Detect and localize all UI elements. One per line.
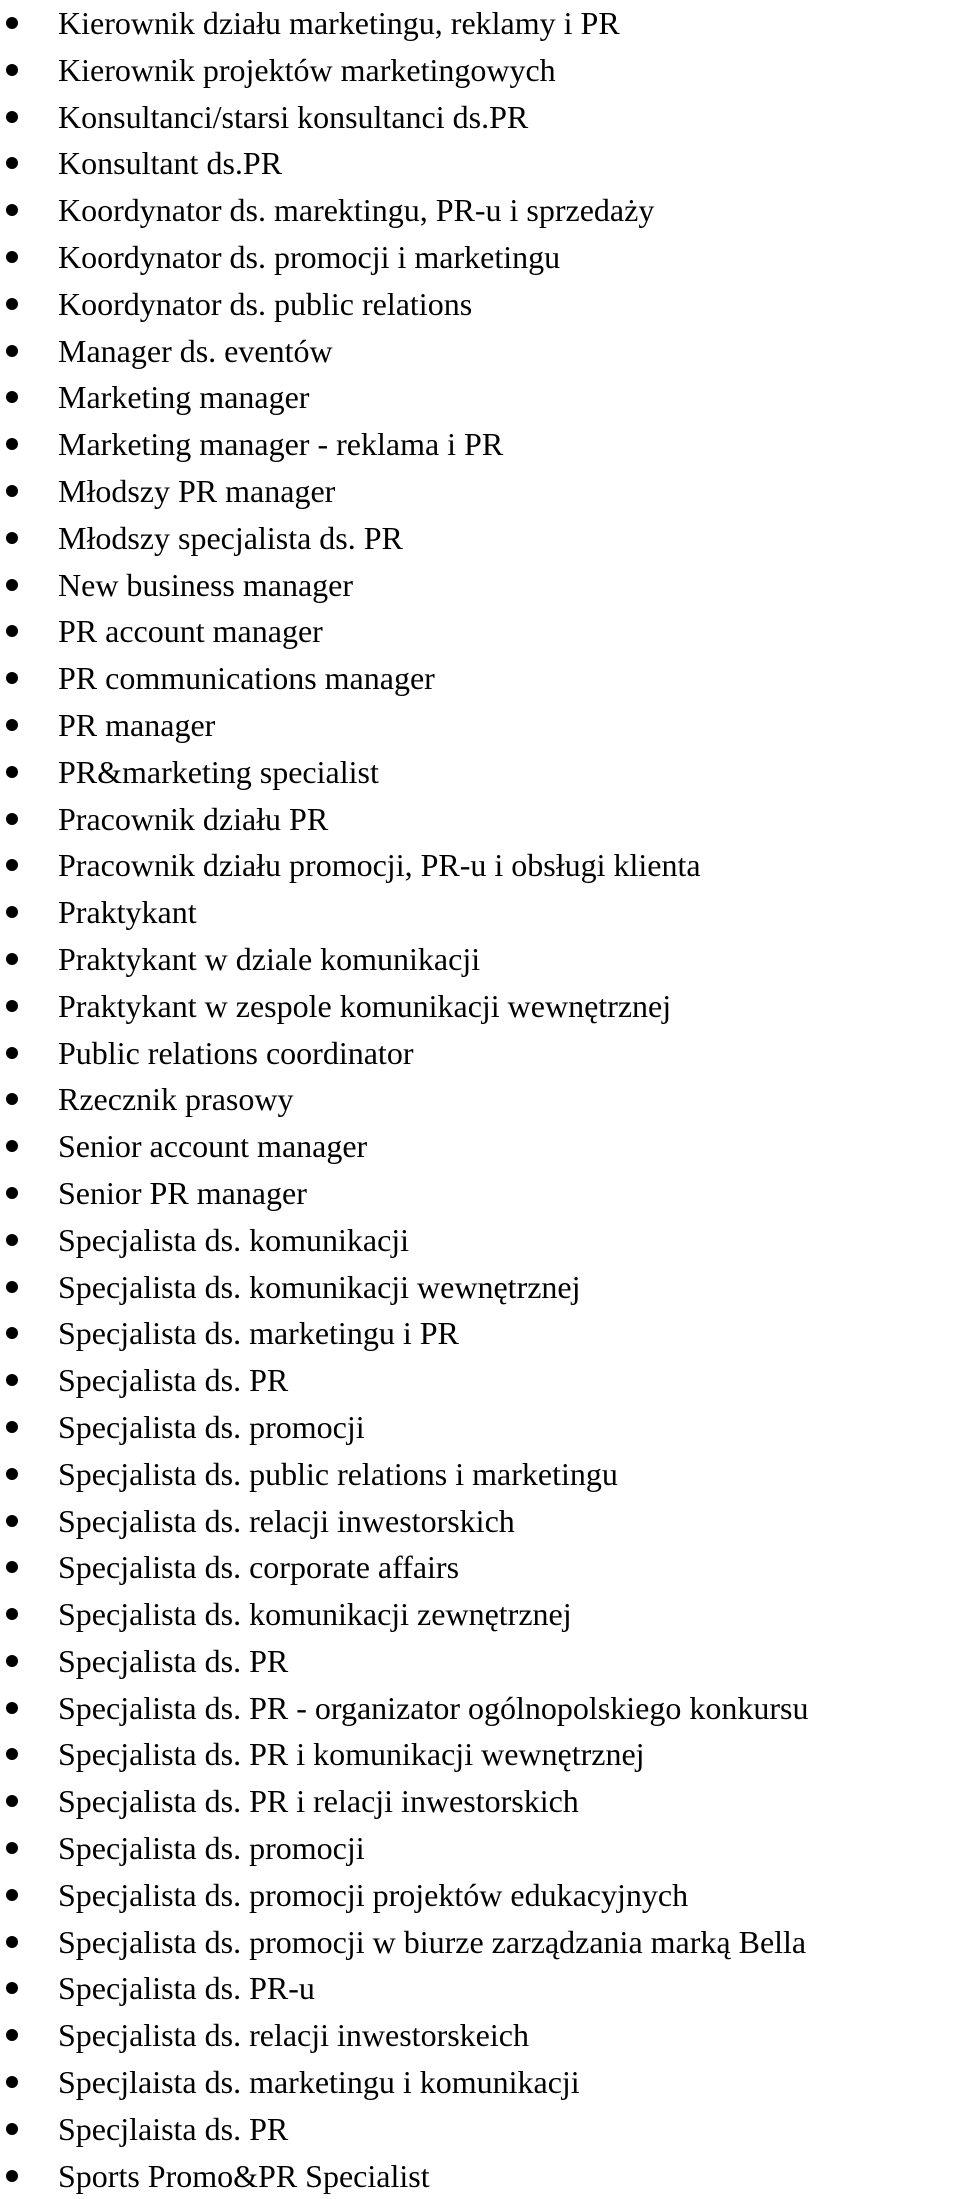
bullet-icon	[6, 1421, 18, 1433]
list-item-label: Specjalista ds. relacji inwestorskeich	[58, 2017, 529, 2054]
list-item	[0, 702, 960, 749]
list-item	[0, 234, 960, 281]
list-item-label: PR account manager	[58, 613, 323, 650]
list-item-label: Specjalista ds. promocji w biurze zarządzania marką Bella	[58, 1923, 807, 1960]
list-item-label: Praktykant w zespole komunikacji wewnętrznej	[58, 987, 672, 1024]
list-item	[0, 1357, 960, 1404]
list-item	[0, 749, 960, 796]
bullet-icon	[6, 2029, 18, 2041]
bullet-icon	[6, 766, 18, 778]
list-item	[0, 889, 960, 936]
list-item	[0, 2153, 960, 2199]
bullet-icon	[6, 111, 18, 123]
list-item-label: Specjalista ds. PR-u	[58, 1970, 315, 2007]
list-item-label: Praktykant w dziale komunikacji	[58, 940, 481, 977]
list-item-label: Specjalista ds. relacji inwestorskich	[58, 1502, 515, 1539]
list-item-label: Senior account manager	[58, 1128, 368, 1165]
list-item-label: Pracownik działu PR	[58, 800, 329, 837]
list-item	[0, 1451, 960, 1498]
list-item-label: Specjalista ds. promocji	[58, 1408, 365, 1445]
list-item	[0, 2106, 960, 2153]
list-item-label: Specjalista ds. PR i komunikacji wewnętrznej	[58, 1736, 645, 1773]
list-item	[0, 1638, 960, 1685]
bullet-icon	[6, 859, 18, 871]
list-item	[0, 1217, 960, 1264]
list-item	[0, 1544, 960, 1591]
list-item-label: Specjalista ds. promocji	[58, 1830, 365, 1867]
list-item-label: Specjalista ds. promocji projektów edukacyjnych	[58, 1876, 689, 1913]
list-item	[0, 1310, 960, 1357]
list-item-label: Specjalista ds. PR - organizator ogólnopolskiego konkursu	[58, 1689, 809, 1726]
list-item	[0, 2059, 960, 2106]
bullet-icon	[6, 1281, 18, 1293]
list-item-label: Koordynator ds. public relations	[58, 285, 473, 322]
bullet-icon	[6, 1093, 18, 1105]
list-item-label: Koordynator ds. marektingu, PR-u i sprzedaży	[58, 192, 655, 229]
list-item	[0, 1498, 960, 1545]
list-item	[0, 936, 960, 983]
list-item-label: PR&marketing specialist	[58, 753, 379, 790]
list-item-label: Pracownik działu promocji, PR-u i obsługi klienta	[58, 847, 701, 884]
bullet-icon	[6, 1842, 18, 1854]
list-item-label: Koordynator ds. promocji i marketingu	[58, 238, 561, 275]
list-item-label: New business manager	[58, 566, 354, 603]
list-item	[0, 187, 960, 234]
bullet-icon	[6, 1000, 18, 1012]
bullet-icon	[6, 1327, 18, 1339]
bullet-icon	[6, 17, 18, 29]
list-item-label: Specjalista ds. komunikacji	[58, 1221, 410, 1258]
list-item	[0, 1965, 960, 2012]
bullet-icon	[6, 1702, 18, 1714]
bullet-icon	[6, 1561, 18, 1573]
bullet-icon	[6, 345, 18, 357]
list-item-label: Specjalista ds. PR	[58, 1642, 289, 1679]
list-item	[0, 1404, 960, 1451]
bullet-icon	[6, 1374, 18, 1386]
list-item-label: Specjlaista ds. PR	[58, 2110, 289, 2147]
bullet-icon	[6, 906, 18, 918]
list-item	[0, 608, 960, 655]
bullet-icon	[6, 672, 18, 684]
list-item	[0, 2012, 960, 2059]
list-item	[0, 842, 960, 889]
bullet-icon	[6, 579, 18, 591]
list-item-label: PR manager	[58, 706, 216, 743]
bullet-icon	[6, 2170, 18, 2182]
bullet-icon	[6, 157, 18, 169]
list-item-label: Konsultanci/starsi konsultanci ds.PR	[58, 98, 529, 135]
list-item	[0, 1778, 960, 1825]
list-item-label: Specjalista ds. komunikacji wewnętrznej	[58, 1268, 581, 1305]
list-item-label: Specjlaista ds. marketingu i komunikacji	[58, 2064, 580, 2101]
list-item-label: Specjalista ds. komunikacji zewnętrznej	[58, 1596, 572, 1633]
bullet-icon	[6, 1468, 18, 1480]
bullet-icon	[6, 64, 18, 76]
list-item	[0, 374, 960, 421]
list-item	[0, 515, 960, 562]
bullet-icon	[6, 2123, 18, 2135]
bullet-icon	[6, 1608, 18, 1620]
bullet-icon	[6, 1515, 18, 1527]
list-item-label: Rzecznik prasowy	[58, 1081, 294, 1118]
bullet-icon	[6, 204, 18, 216]
bullet-icon	[6, 438, 18, 450]
list-item	[0, 655, 960, 702]
bullet-icon	[6, 532, 18, 544]
list-item-label: Specjalista ds. PR i relacji inwestorskich	[58, 1783, 579, 1820]
list-item-label: Specjalista ds. corporate affairs	[58, 1549, 460, 1586]
list-item-label: Młodszy PR manager	[58, 472, 336, 509]
list-item	[0, 281, 960, 328]
bullet-icon	[6, 298, 18, 310]
list-item	[0, 421, 960, 468]
bullet-icon	[6, 719, 18, 731]
list-item-label: Kierownik działu marketingu, reklamy i PR	[58, 5, 620, 41]
list-item-label: Specjalista ds. public relations i marketingu	[58, 1455, 618, 1492]
bullet-icon	[6, 1655, 18, 1667]
list-item	[0, 94, 960, 141]
list-item-label: Specjalista ds. marketingu i PR	[58, 1315, 459, 1352]
list-item	[0, 562, 960, 609]
list-item	[0, 1919, 960, 1966]
bullet-icon	[6, 485, 18, 497]
list-item-label: Specjalista ds. PR	[58, 1362, 289, 1399]
list-item-label: Młodszy specjalista ds. PR	[58, 519, 403, 556]
list-item-label: Manager ds. eventów	[58, 332, 333, 369]
list-item	[0, 983, 960, 1030]
list-item	[0, 468, 960, 515]
list-item	[0, 1685, 960, 1732]
list-item-label: Marketing manager - reklama i PR	[58, 426, 504, 463]
bullet-icon	[6, 1748, 18, 1760]
list-item-label: Sports Promo&PR Specialist	[58, 2157, 430, 2194]
list-item-label: Public relations coordinator	[58, 1034, 414, 1071]
bullet-icon	[6, 1234, 18, 1246]
list-item	[0, 1123, 960, 1170]
list-item	[0, 1825, 960, 1872]
bullet-icon	[6, 1936, 18, 1948]
list-item-label: Marketing manager	[58, 379, 310, 416]
bullet-icon	[6, 1795, 18, 1807]
list-item	[0, 1872, 960, 1919]
list-item	[0, 328, 960, 375]
list-item-label: Kierownik projektów marketingowych	[58, 51, 556, 88]
list-item	[0, 1076, 960, 1123]
bullet-icon	[6, 1140, 18, 1152]
bullet-icon	[6, 391, 18, 403]
list-item	[0, 1030, 960, 1077]
list-item	[0, 1731, 960, 1778]
list-item	[0, 140, 960, 187]
list-item-label: PR communications manager	[58, 660, 435, 697]
bullet-icon	[6, 1982, 18, 1994]
bullet-icon	[6, 1187, 18, 1199]
list-item	[0, 1264, 960, 1311]
bullet-icon	[6, 953, 18, 965]
list-item	[0, 0, 960, 47]
list-item	[0, 1170, 960, 1217]
bullet-icon	[6, 813, 18, 825]
bullet-icon	[6, 2076, 18, 2088]
list-item-label: Senior PR manager	[58, 1174, 307, 1211]
bullet-icon	[6, 625, 18, 637]
bullet-icon	[6, 1889, 18, 1901]
list-item-label: Praktykant	[58, 894, 197, 931]
list-item-label: Konsultant ds.PR	[58, 145, 283, 182]
bullet-icon	[6, 1047, 18, 1059]
list-item	[0, 47, 960, 94]
list-item	[0, 796, 960, 843]
list-item	[0, 1591, 960, 1638]
bullet-icon	[6, 251, 18, 263]
